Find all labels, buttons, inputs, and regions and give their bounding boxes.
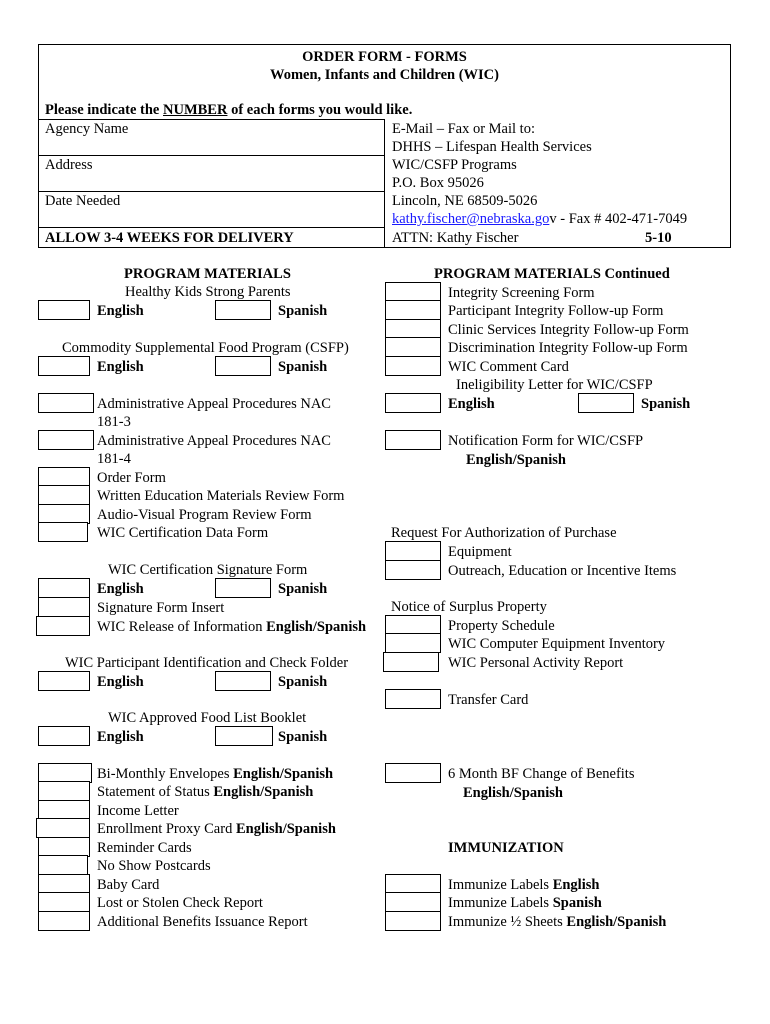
- integrity-screening-qty[interactable]: [385, 282, 441, 302]
- av-review-qty[interactable]: [38, 504, 90, 524]
- delivery-notice: ALLOW 3-4 WEEKS FOR DELIVERY: [45, 230, 294, 246]
- food-list-english-label: English: [97, 729, 144, 745]
- food-list-title: WIC Approved Food List Booklet: [108, 710, 307, 726]
- notification-qty[interactable]: [385, 430, 441, 450]
- id-folder-title: WIC Participant Identification and Check Folder: [65, 655, 349, 671]
- noshow-qty[interactable]: [38, 855, 88, 875]
- outreach-label: Outreach, Education or Incentive Items: [448, 563, 677, 579]
- additional-benefits-label: Additional Benefits Issuance Report: [97, 914, 308, 930]
- participant-integrity-qty[interactable]: [385, 300, 441, 320]
- equipment-qty[interactable]: [385, 541, 441, 561]
- cert-sig-english-qty[interactable]: [38, 578, 90, 598]
- proxy-card-label: Enrollment Proxy Card English/Spanish: [97, 821, 336, 837]
- status-qty[interactable]: [38, 781, 90, 801]
- discrimination-label: Discrimination Integrity Follow-up Form: [448, 340, 688, 356]
- contact-email-fax: kathy.fischer@nebraska.gov - Fax # 402-471-7049: [392, 211, 688, 227]
- version-label: 5-10: [645, 230, 672, 246]
- clinic-integrity-label: Clinic Services Integrity Follow-up Form: [448, 322, 689, 338]
- income-letter-qty[interactable]: [38, 800, 90, 820]
- cert-sig-title: WIC Certification Signature Form: [108, 562, 308, 578]
- computer-inventory-qty[interactable]: [385, 633, 441, 653]
- ineligibility-title: Ineligibility Letter for WIC/CSFP: [456, 377, 653, 393]
- release-info-label: WIC Release of Information English/Spanish: [97, 619, 367, 635]
- contact-attn: ATTN: Kathy Fischer: [392, 230, 519, 246]
- csfp-english-label: English: [97, 359, 144, 375]
- cert-sig-spanish-qty[interactable]: [215, 578, 271, 598]
- form-subtitle: Women, Infants and Children (WIC): [270, 67, 499, 83]
- immunize-sheets-label: Immunize ½ Sheets English/Spanish: [448, 914, 667, 930]
- proxy-card-qty[interactable]: [36, 818, 90, 838]
- income-letter-label: Income Letter: [97, 803, 179, 819]
- contact-line1: E-Mail – Fax or Mail to:: [392, 121, 535, 137]
- baby-card-label: Baby Card: [97, 877, 160, 893]
- status-label: Statement of Status English/Spanish: [97, 784, 314, 800]
- written-review-qty[interactable]: [38, 485, 90, 505]
- property-schedule-qty[interactable]: [385, 615, 441, 635]
- activity-report-label: WIC Personal Activity Report: [448, 655, 624, 671]
- csfp-english-qty[interactable]: [38, 356, 90, 376]
- appeal-181-4-code: 181-4: [97, 451, 131, 467]
- bf-change-label: 6 Month BF Change of Benefits: [448, 766, 635, 782]
- bimonthly-qty[interactable]: [38, 763, 92, 783]
- noshow-label: No Show Postcards: [97, 858, 211, 874]
- computer-inventory-label: WIC Computer Equipment Inventory: [448, 636, 666, 652]
- reminder-qty[interactable]: [38, 837, 90, 857]
- left-heading: PROGRAM MATERIALS: [124, 266, 291, 282]
- surplus-title: Notice of Surplus Property: [391, 599, 547, 615]
- contact-vdivider: [384, 119, 385, 247]
- healthy-kids-english-qty[interactable]: [38, 300, 90, 320]
- food-list-spanish-label: Spanish: [278, 729, 328, 745]
- order-form-qty[interactable]: [38, 467, 90, 487]
- ineligibility-english-qty[interactable]: [385, 393, 441, 413]
- transfer-card-qty[interactable]: [385, 689, 441, 709]
- sig-insert-qty[interactable]: [38, 597, 90, 617]
- csfp-spanish-qty[interactable]: [215, 356, 271, 376]
- reminder-label: Reminder Cards: [97, 840, 192, 856]
- appeal-181-3-label: Administrative Appeal Procedures NAC: [97, 396, 331, 412]
- id-folder-spanish-qty[interactable]: [215, 671, 271, 691]
- form-title: ORDER FORM - FORMS: [302, 49, 467, 65]
- address-label: Address: [45, 157, 93, 173]
- food-list-spanish-qty[interactable]: [215, 726, 273, 746]
- csfp-title: Commodity Supplemental Food Program (CSFP): [62, 340, 349, 356]
- date-label: Date Needed: [45, 193, 121, 209]
- contact-line5: Lincoln, NE 68509-5026: [392, 193, 538, 209]
- lost-check-qty[interactable]: [38, 892, 90, 912]
- av-review-label: Audio-Visual Program Review Form: [97, 507, 312, 523]
- baby-card-qty[interactable]: [38, 874, 90, 894]
- bf-change-lang: English/Spanish: [463, 785, 563, 801]
- food-list-english-qty[interactable]: [38, 726, 90, 746]
- contact-line3: WIC/CSFP Programs: [392, 157, 517, 173]
- appeal-181-3-qty[interactable]: [38, 393, 94, 413]
- cert-data-qty[interactable]: [38, 522, 88, 542]
- release-info-qty[interactable]: [36, 616, 90, 636]
- ineligibility-spanish-label: Spanish: [641, 396, 691, 412]
- immunize-labels-sp-qty[interactable]: [385, 892, 441, 912]
- cert-sig-english-label: English: [97, 581, 144, 597]
- equipment-label: Equipment: [448, 544, 512, 560]
- immunize-labels-en-label: Immunize Labels English: [448, 877, 600, 893]
- healthy-kids-english-label: English: [97, 303, 144, 319]
- comment-card-qty[interactable]: [385, 356, 441, 376]
- id-folder-english-qty[interactable]: [38, 671, 90, 691]
- clinic-integrity-qty[interactable]: [385, 319, 441, 339]
- ineligibility-spanish-qty[interactable]: [578, 393, 634, 413]
- healthy-kids-spanish-qty[interactable]: [215, 300, 271, 320]
- contact-line2: DHHS – Lifespan Health Services: [392, 139, 592, 155]
- additional-benefits-qty[interactable]: [38, 911, 90, 931]
- bimonthly-label: Bi-Monthly Envelopes English/Spanish: [97, 766, 334, 782]
- discrimination-qty[interactable]: [385, 337, 441, 357]
- immunize-labels-sp-label: Immunize Labels Spanish: [448, 895, 602, 911]
- healthy-kids-title: Healthy Kids Strong Parents: [125, 284, 291, 300]
- agency-label: Agency Name: [45, 121, 129, 137]
- activity-report-qty[interactable]: [383, 652, 439, 672]
- contact-line4: P.O. Box 95026: [392, 175, 484, 191]
- notification-label: Notification Form for WIC/CSFP: [448, 433, 644, 449]
- immunization-heading: IMMUNIZATION: [448, 840, 564, 856]
- notification-lang: English/Spanish: [466, 452, 566, 468]
- property-schedule-label: Property Schedule: [448, 618, 555, 634]
- ineligibility-english-label: English: [448, 396, 495, 412]
- bf-change-qty[interactable]: [385, 763, 441, 783]
- cert-sig-spanish-label: Spanish: [278, 581, 328, 597]
- written-review-label: Written Education Materials Review Form: [97, 488, 345, 504]
- sig-insert-label: Signature Form Insert: [97, 600, 225, 616]
- id-folder-english-label: English: [97, 674, 144, 690]
- cert-data-label: WIC Certification Data Form: [97, 525, 269, 541]
- email-link[interactable]: kathy.fischer@nebraska.go: [392, 211, 550, 227]
- transfer-card-label: Transfer Card: [448, 692, 529, 708]
- outreach-qty[interactable]: [385, 560, 441, 580]
- appeal-181-4-label: Administrative Appeal Procedures NAC: [97, 433, 331, 449]
- comment-card-label: WIC Comment Card: [448, 359, 569, 375]
- id-folder-spanish-label: Spanish: [278, 674, 328, 690]
- participant-integrity-label: Participant Integrity Follow-up Form: [448, 303, 664, 319]
- immunize-sheets-qty[interactable]: [385, 911, 441, 931]
- contact-divider: [38, 247, 731, 248]
- lost-check-label: Lost or Stolen Check Report: [97, 895, 263, 911]
- order-form-label: Order Form: [97, 470, 166, 486]
- request-auth-title: Request For Authorization of Purchase: [391, 525, 617, 541]
- appeal-181-3-code: 181-3: [97, 414, 131, 430]
- immunize-labels-en-qty[interactable]: [385, 874, 441, 894]
- csfp-spanish-label: Spanish: [278, 359, 328, 375]
- instruction-text: Please indicate the NUMBER of each forms you would like.: [45, 102, 413, 118]
- healthy-kids-spanish-label: Spanish: [278, 303, 328, 319]
- integrity-screening-label: Integrity Screening Form: [448, 285, 595, 301]
- appeal-181-4-qty[interactable]: [38, 430, 94, 450]
- right-heading: PROGRAM MATERIALS Continued: [434, 266, 670, 282]
